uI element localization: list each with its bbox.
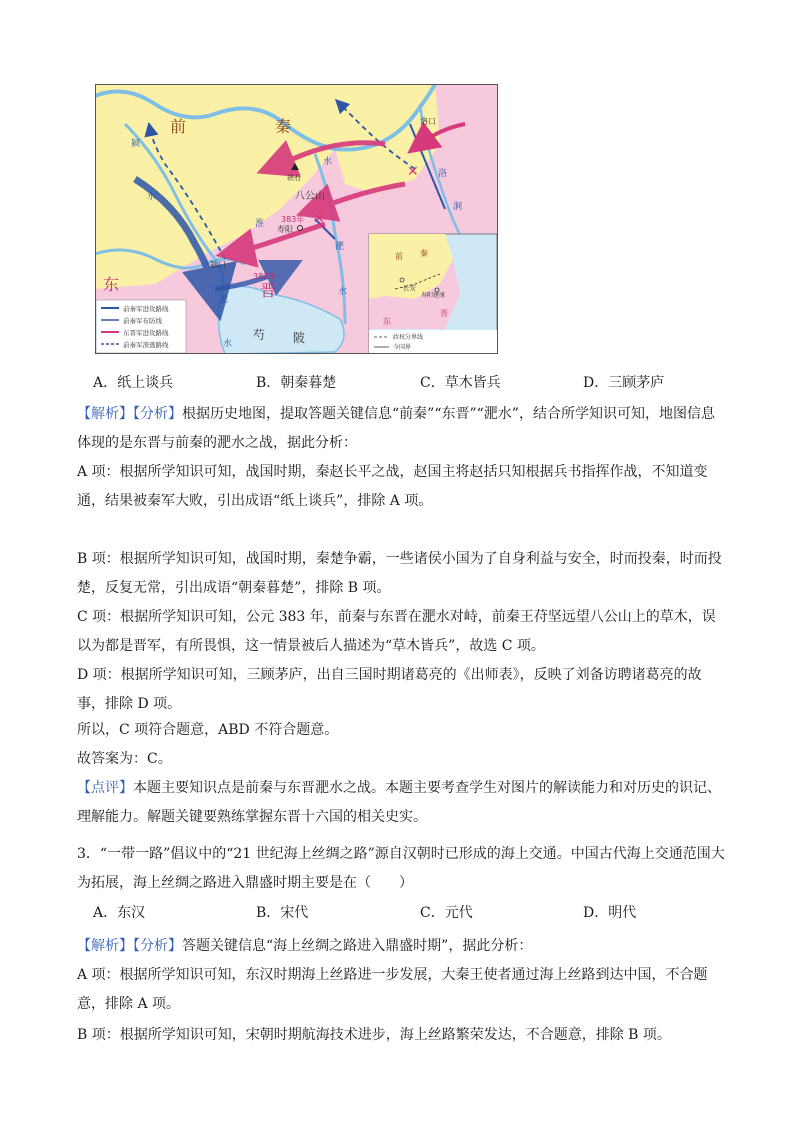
q3-analysis: [77, 932, 727, 961]
q2-item-a: A 项：根据所学知识可知，战国时期，秦赵长平之战，赵国主将赵括只知根据兵书指挥作战，不知道变通，结果被秦军大败，引出成语“纸上谈兵”，排除 A 项。: [77, 464, 708, 509]
legend-item: 前秦军溃逃路线: [123, 341, 169, 349]
q2-option-c: C．草木皆兵: [420, 375, 501, 391]
map-label-shui: 水: [223, 339, 233, 349]
map-label-jin: 晋: [260, 281, 277, 300]
q3-item-a: A 项：根据所学知识可知，东汉时期海上丝路进一步发展，大秦王使者通过海上丝路到达中国，不合题意，排除 A 项。: [77, 967, 708, 1012]
map-label-luokou: 洛口: [420, 117, 436, 126]
inset-label-changan: 长安: [403, 284, 416, 292]
comment-text: 本题主要知识点是前秦与东晋淝水之战。本题主要考查学生对图片的解读能力和对历史的识记、理解能力。解题关键要熟练掌握东晋十六国的相关史实。: [77, 780, 721, 825]
svg-text:✕: ✕: [313, 211, 325, 227]
q2-option-d: D．三顾茅庐: [583, 375, 665, 391]
inset-label-jin: 晋: [440, 309, 448, 318]
inset-label-qin: 秦: [420, 249, 428, 258]
map-label-bagongshan: 八公山: [295, 191, 325, 202]
analysis-tag: 【解析】【分析】: [77, 938, 182, 954]
q2-item-c: C 项：根据所学知识可知，公元 383 年，前秦与东晋在淝水对峙，前秦王苻坚远望八公山上的草木，误以为都是晋军，有所畏惧，这一情景被后人描述为“草木皆兵”，故选 C 项。: [77, 609, 716, 654]
q2-comment: [77, 774, 727, 832]
map-label-year: 383年: [253, 272, 277, 281]
q3-options: [93, 902, 733, 926]
map-label-xiashi: 硖石: [287, 174, 301, 182]
legend-item: 东晋军进攻路线: [123, 329, 169, 337]
analysis-text: 根据历史地图，提取答题关键信息“前秦”“东晋”“淝水”，结合所学知识可知，地图信息体现的是东晋与前秦的淝水之战，据此分析：: [77, 406, 715, 451]
inset-label-dong: 东: [383, 317, 391, 326]
q2-option-a: A．纸上谈兵: [93, 375, 174, 391]
inset-map: [369, 234, 497, 353]
q3-option-c: C．元代: [420, 905, 473, 921]
analysis-text: 答题关键信息“海上丝绸之路进入鼎盛时期”，据此分析：: [182, 938, 533, 954]
comment-tag: 【点评】: [77, 780, 133, 796]
q3-stem: 3．“一带一路”倡议中的“21 世纪海上丝绸之路”源自汉朝时已形成的海上交通。中国古代海上交通范围大为拓展，海上丝绸之路进入鼎盛时期主要是在（ ）: [77, 846, 725, 891]
map-label-yingkou: 颍口: [210, 260, 226, 269]
q2-answer: 故答案为：C。: [77, 751, 172, 767]
map-label-bei: 陂: [293, 331, 306, 345]
map-label-luo: 洛: [438, 169, 448, 179]
map-label-shao: 芍: [253, 328, 266, 342]
inset-label-shouyang: 寿阳: [421, 292, 434, 299]
q3-item-b: B 项：根据所学知识可知，宋朝时期航海技术进步，海上丝路繁荣发达，不合题意，排除 B 项。: [77, 1027, 671, 1043]
map-label-shouyang: 寿阳: [277, 225, 293, 234]
map-label-qian: 前: [170, 117, 187, 136]
map-label-year: 383年: [281, 215, 305, 224]
map-legend: [96, 300, 186, 353]
map-label-huai: 淮: [255, 219, 265, 229]
map-label-shui: 水: [323, 157, 333, 167]
q3-option-b: B．宋代: [256, 905, 309, 921]
inset-legend-item: 政权分界线: [393, 334, 424, 341]
legend-item: 前秦军布防线: [123, 317, 162, 325]
q2-analysis: [77, 400, 727, 458]
inset-label-jiankang: 建康: [433, 292, 446, 299]
map-label-ci: 泚: [219, 295, 229, 305]
map-label-jian: 涧: [453, 202, 463, 212]
battle-of-feishui-map: [95, 84, 498, 354]
map-label-dong: 东: [103, 275, 120, 294]
q2-option-b: B．朝秦暮楚: [256, 375, 337, 391]
map-label-fei: 淝: [335, 242, 345, 252]
inset-legend-item: 今国界: [393, 344, 412, 351]
map-label-qin: 秦: [275, 117, 292, 136]
q2-conclusion: 所以，C 项符合题意，ABD 不符合题意。: [77, 722, 339, 738]
svg-text:✕: ✕: [407, 164, 419, 180]
inset-label-qian: 前: [395, 252, 403, 261]
map-label-shui: 水: [147, 192, 157, 202]
map-label-ying: 颍: [131, 139, 141, 149]
q3-option-a: A．东汉: [93, 905, 146, 921]
q2-options: [93, 372, 733, 396]
q2-item-d: D 项：根据所学知识可知，三顾茅庐，出自三国时期诸葛亮的《出师表》，反映了刘备访聘诸葛亮的故事，排除 D 项。: [77, 667, 702, 712]
legend-item: 前秦军进攻路线: [123, 305, 169, 313]
q2-item-b: B 项：根据所学知识可知，战国时期，秦楚争霸，一些诸侯小国为了自身利益与安全，时而投秦，时而投楚，反复无常，引出成语“朝秦暮楚”，排除 B 项。: [77, 551, 722, 596]
q3-option-d: D．明代: [583, 905, 637, 921]
analysis-tag: 【解析】【分析】: [77, 406, 182, 422]
map-label-shui: 水: [338, 287, 348, 297]
